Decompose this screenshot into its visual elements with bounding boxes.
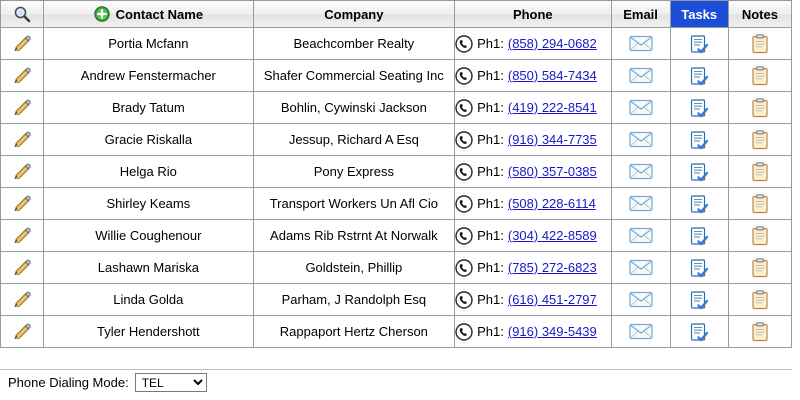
envelope-icon[interactable] — [629, 99, 653, 116]
row-phone-cell — [455, 284, 611, 316]
row-phone-cell — [455, 124, 611, 156]
envelope-icon[interactable] — [629, 323, 653, 340]
row-edit-cell[interactable] — [1, 220, 44, 252]
task-list-icon[interactable] — [689, 226, 709, 246]
row-phone-cell — [455, 92, 611, 124]
row-contact-name[interactable]: Linda Golda — [44, 284, 254, 316]
task-list-icon[interactable] — [689, 258, 709, 278]
clipboard-notes-icon[interactable] — [751, 322, 769, 342]
row-company[interactable]: Shafer Commercial Seating Inc — [253, 60, 455, 92]
telephone-icon[interactable] — [455, 35, 473, 53]
column-header-label: Phone — [512, 6, 553, 22]
row-contact-name[interactable]: Brady Tatum — [44, 92, 254, 124]
pencil-edit-icon[interactable] — [12, 66, 32, 86]
row-phone-cell — [455, 220, 611, 252]
task-list-icon[interactable] — [689, 290, 709, 310]
telephone-icon[interactable] — [455, 227, 473, 245]
row-contact-name[interactable]: Gracie Riskalla — [44, 124, 254, 156]
table-row — [1, 220, 792, 252]
row-contact-name[interactable]: Portia Mcfann — [44, 28, 254, 60]
clipboard-notes-icon[interactable] — [751, 226, 769, 246]
pencil-edit-icon[interactable] — [12, 226, 32, 246]
telephone-icon[interactable] — [455, 195, 473, 213]
envelope-icon[interactable] — [629, 291, 653, 308]
phone-label: Ph1: — [477, 196, 504, 211]
table-body — [1, 28, 792, 348]
row-phone-cell — [455, 316, 611, 348]
table-row — [1, 28, 792, 60]
row-phone-cell — [455, 156, 611, 188]
telephone-icon[interactable] — [455, 67, 473, 85]
column-header-contact-name[interactable] — [44, 1, 254, 28]
row-edit-cell[interactable] — [1, 156, 44, 188]
clipboard-notes-icon[interactable] — [751, 290, 769, 310]
telephone-icon[interactable] — [455, 131, 473, 149]
row-phone-cell — [455, 188, 611, 220]
dialing-mode-label: Phone Dialing Mode: — [8, 375, 129, 390]
clipboard-notes-icon[interactable] — [751, 258, 769, 278]
row-notes-cell[interactable] — [728, 316, 791, 348]
pencil-edit-icon[interactable] — [12, 130, 32, 150]
row-company[interactable]: Parham, J Randolph Esq — [253, 284, 455, 316]
dialing-mode-select[interactable] — [135, 373, 207, 392]
clipboard-notes-icon[interactable] — [751, 66, 769, 86]
row-tasks-cell[interactable] — [670, 124, 728, 156]
phone-number-link[interactable]: (616) 451-2797 — [507, 292, 597, 307]
row-company[interactable]: Pony Express — [253, 156, 455, 188]
row-email-cell[interactable] — [611, 156, 670, 188]
pencil-edit-icon[interactable] — [12, 34, 32, 54]
envelope-icon[interactable] — [629, 67, 653, 84]
row-email-cell[interactable] — [611, 316, 670, 348]
row-email-cell[interactable] — [611, 188, 670, 220]
row-notes-cell[interactable] — [728, 28, 791, 60]
envelope-icon[interactable] — [629, 35, 653, 52]
table-row — [1, 284, 792, 316]
clipboard-notes-icon[interactable] — [751, 34, 769, 54]
phone-number-link[interactable]: (419) 222-8541 — [507, 100, 597, 115]
row-tasks-cell[interactable] — [670, 188, 728, 220]
column-header-label: Contact Name — [115, 6, 204, 22]
footer-bar — [8, 373, 207, 392]
telephone-icon[interactable] — [455, 259, 473, 277]
task-list-icon[interactable] — [689, 130, 709, 150]
task-list-icon[interactable] — [689, 98, 709, 118]
phone-number-link[interactable]: (580) 357-0385 — [507, 164, 597, 179]
phone-number-link[interactable]: (304) 422-8589 — [507, 228, 597, 243]
row-edit-cell[interactable] — [1, 60, 44, 92]
table-header — [1, 1, 792, 28]
column-header-label: Notes — [741, 6, 778, 22]
row-email-cell[interactable] — [611, 220, 670, 252]
row-company[interactable]: Bohlin, Cywinski Jackson — [253, 92, 455, 124]
phone-number-link[interactable]: (916) 349-5439 — [507, 324, 597, 339]
row-tasks-cell[interactable] — [670, 60, 728, 92]
row-notes-cell[interactable] — [728, 284, 791, 316]
column-header-label: Company — [324, 6, 384, 22]
task-list-icon[interactable] — [689, 194, 709, 214]
column-header-label: Tasks — [681, 6, 718, 22]
row-edit-cell[interactable] — [1, 124, 44, 156]
row-phone-cell — [455, 60, 611, 92]
task-list-icon[interactable] — [689, 34, 709, 54]
row-contact-name[interactable]: Andrew Fenstermacher — [44, 60, 254, 92]
envelope-icon[interactable] — [629, 163, 653, 180]
clipboard-notes-icon[interactable] — [751, 98, 769, 118]
add-plus-icon[interactable] — [94, 6, 110, 22]
envelope-icon[interactable] — [629, 227, 653, 244]
row-notes-cell[interactable] — [728, 92, 791, 124]
magnifier-icon[interactable] — [13, 5, 31, 23]
clipboard-notes-icon[interactable] — [751, 162, 769, 182]
row-tasks-cell[interactable] — [670, 28, 728, 60]
envelope-icon[interactable] — [629, 195, 653, 212]
row-contact-name[interactable]: Lashawn Mariska — [44, 252, 254, 284]
row-email-cell[interactable] — [611, 92, 670, 124]
row-notes-cell[interactable] — [728, 124, 791, 156]
table-row — [1, 316, 792, 348]
clipboard-notes-icon[interactable] — [751, 194, 769, 214]
row-tasks-cell[interactable] — [670, 252, 728, 284]
row-email-cell[interactable] — [611, 60, 670, 92]
row-company[interactable]: Adams Rib Rstrnt At Norwalk — [253, 220, 455, 252]
row-contact-name[interactable]: Helga Rio — [44, 156, 254, 188]
row-contact-name[interactable]: Willie Coughenour — [44, 220, 254, 252]
row-notes-cell[interactable] — [728, 252, 791, 284]
telephone-icon[interactable] — [455, 323, 473, 341]
table-row — [1, 60, 792, 92]
row-company[interactable]: Transport Workers Un Afl Cio — [253, 188, 455, 220]
table-row — [1, 252, 792, 284]
row-notes-cell[interactable] — [728, 188, 791, 220]
row-edit-cell[interactable] — [1, 316, 44, 348]
phone-number-link[interactable]: (850) 584-7434 — [507, 68, 597, 83]
table-row — [1, 188, 792, 220]
pencil-edit-icon[interactable] — [12, 322, 32, 342]
row-edit-cell[interactable] — [1, 92, 44, 124]
row-tasks-cell[interactable] — [670, 92, 728, 124]
row-contact-name[interactable]: Tyler Hendershott — [44, 316, 254, 348]
row-tasks-cell[interactable] — [670, 316, 728, 348]
task-list-icon[interactable] — [689, 162, 709, 182]
row-tasks-cell[interactable] — [670, 284, 728, 316]
pencil-edit-icon[interactable] — [12, 98, 32, 118]
row-edit-cell[interactable] — [1, 28, 44, 60]
task-list-icon[interactable] — [689, 322, 709, 342]
row-email-cell[interactable] — [611, 252, 670, 284]
pencil-edit-icon[interactable] — [12, 162, 32, 182]
row-edit-cell[interactable] — [1, 284, 44, 316]
table-row — [1, 156, 792, 188]
phone-label: Ph1: — [477, 132, 504, 147]
table-row — [1, 92, 792, 124]
telephone-icon[interactable] — [455, 163, 473, 181]
row-email-cell[interactable] — [611, 124, 670, 156]
column-header-notes[interactable] — [728, 1, 791, 28]
footer-divider — [0, 369, 792, 370]
telephone-icon[interactable] — [455, 291, 473, 309]
row-edit-cell[interactable] — [1, 252, 44, 284]
row-email-cell[interactable] — [611, 284, 670, 316]
phone-label: Ph1: — [477, 324, 504, 339]
row-tasks-cell[interactable] — [670, 156, 728, 188]
row-phone-cell — [455, 252, 611, 284]
task-list-icon[interactable] — [689, 66, 709, 86]
pencil-edit-icon[interactable] — [12, 258, 32, 278]
phone-label: Ph1: — [477, 100, 504, 115]
envelope-icon[interactable] — [629, 259, 653, 276]
envelope-icon[interactable] — [629, 131, 653, 148]
column-header-search[interactable] — [1, 1, 44, 28]
phone-number-link[interactable]: (785) 272-6823 — [507, 260, 597, 275]
phone-label: Ph1: — [477, 164, 504, 179]
header-row — [1, 1, 792, 28]
row-company[interactable]: Beachcomber Realty — [253, 28, 455, 60]
pencil-edit-icon[interactable] — [12, 194, 32, 214]
row-phone-cell — [455, 28, 611, 60]
row-tasks-cell[interactable] — [670, 220, 728, 252]
phone-label: Ph1: — [477, 68, 504, 83]
column-header-tasks[interactable] — [670, 1, 728, 28]
row-notes-cell[interactable] — [728, 220, 791, 252]
column-header-label: Email — [623, 6, 658, 22]
row-company[interactable]: Goldstein, Phillip — [253, 252, 455, 284]
row-company[interactable]: Jessup, Richard A Esq — [253, 124, 455, 156]
column-header-phone[interactable] — [455, 1, 611, 28]
phone-label: Ph1: — [477, 292, 504, 307]
phone-number-link[interactable]: (916) 344-7735 — [507, 132, 597, 147]
phone-label: Ph1: — [477, 260, 504, 275]
row-notes-cell[interactable] — [728, 156, 791, 188]
phone-number-link[interactable]: (508) 228-6114 — [507, 196, 596, 211]
phone-number-link[interactable]: (858) 294-0682 — [507, 36, 597, 51]
row-company[interactable]: Rappaport Hertz Cherson — [253, 316, 455, 348]
pencil-edit-icon[interactable] — [12, 290, 32, 310]
phone-label: Ph1: — [477, 36, 504, 51]
row-notes-cell[interactable] — [728, 60, 791, 92]
row-contact-name[interactable]: Shirley Keams — [44, 188, 254, 220]
telephone-icon[interactable] — [455, 99, 473, 117]
column-header-email[interactable] — [611, 1, 670, 28]
row-email-cell[interactable] — [611, 28, 670, 60]
phone-label: Ph1: — [477, 228, 504, 243]
clipboard-notes-icon[interactable] — [751, 130, 769, 150]
table-row — [1, 124, 792, 156]
column-header-company[interactable] — [253, 1, 455, 28]
row-edit-cell[interactable] — [1, 188, 44, 220]
